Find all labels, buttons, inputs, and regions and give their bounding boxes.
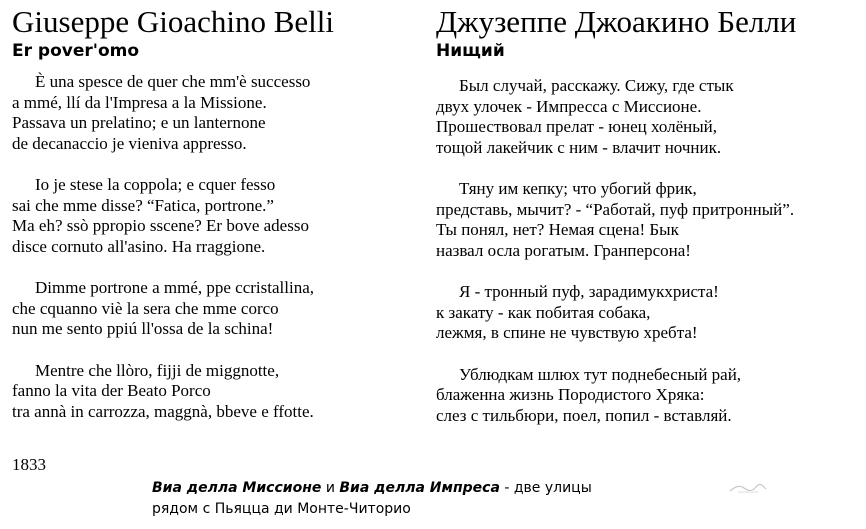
poem-line: disce cornuto all'asino. Ha rraggione. xyxy=(12,236,266,256)
poem-line: назвал осла рогатым. Гранперсона! xyxy=(436,240,691,260)
poem-line: Dimme portrone a mmé, ppe ccristallina, xyxy=(35,278,314,297)
italian-column xyxy=(12,0,422,443)
poem-line: тощой лакейчик с ним - влачит ночник. xyxy=(436,137,722,157)
footnote-text-line-2: рядом с Пьяцца ди Монте-Читорио xyxy=(152,501,411,517)
poem-line: Passava un prelatino; e un lanternone xyxy=(12,113,266,132)
footnote-conjunction: и xyxy=(321,480,340,496)
footnote xyxy=(152,478,612,520)
poem-line: a mmé, llí da l'Impresa a la Missione. xyxy=(12,92,267,112)
poem-line: fanno la vita der Beato Porco xyxy=(12,381,211,400)
stanza xyxy=(12,72,422,154)
poem-line: sai che mme disse? “Fatica, portrone.” xyxy=(12,195,274,215)
poem-line: Я - тронный пуф, зарадимукхриста! xyxy=(459,282,719,301)
poem-line: двух улочек - Импресса с Миссионе. xyxy=(436,96,702,116)
poem-line: Тяну им кепку; что убогий фрик, xyxy=(459,179,697,198)
poem-line: представь, мычит? - “Работай, пуф притронный”. xyxy=(436,199,795,219)
signature-mark xyxy=(728,480,768,496)
poem-line: блаженна жизнь Породистого Хряка: xyxy=(436,385,705,404)
poem-year: 1833 xyxy=(12,455,46,474)
stanza xyxy=(436,365,861,427)
poem-line: лежмя, в спине не чувствую хребта! xyxy=(436,323,698,342)
stanza xyxy=(12,361,422,423)
stanza xyxy=(436,76,861,158)
footnote-street-1: Виа делла Миссионе xyxy=(152,480,322,496)
italian-poem xyxy=(12,72,422,422)
poem-line: к закату - как побитая собака, xyxy=(436,302,651,322)
poem-line: de decanaccio je vieniva appresso. xyxy=(12,133,247,153)
russian-column xyxy=(436,0,861,447)
poem-line: Прошествовал прелат - юнец холёный, xyxy=(436,117,717,136)
poem-line: È una spesce de quer che mm'è successo xyxy=(35,72,311,91)
poem-line: nun me sento ppiú ll'ossa de la schina! xyxy=(12,319,274,338)
russian-poem xyxy=(436,76,861,426)
italian-poem-title: Er pover'omo xyxy=(12,41,140,61)
poem-line: слез с тильбюри, поел, попил - вставляй. xyxy=(436,405,732,425)
poem-line: Был случай, расскажу. Сижу, где стык xyxy=(459,76,734,95)
footnote-street-2: Виа делла Импреса xyxy=(339,480,500,496)
stanza xyxy=(436,179,861,261)
footnote-text: - две улицы xyxy=(499,480,592,496)
poem-line: Io je stese la coppola; e cquer fesso xyxy=(35,175,276,194)
poem-line: Ma eh? ssò ppropio sscene? Er bove adesso xyxy=(12,216,309,235)
russian-poem-title: Нищий xyxy=(436,41,505,61)
poem-line: Ублюдкам шлюх тут поднебесный рай, xyxy=(459,364,742,384)
stanza xyxy=(436,282,861,344)
poem-line: Mentre che llòro, fijji de miggnotte, xyxy=(35,360,280,380)
poem-line: che cquanno viè la sera che mme corco xyxy=(12,298,279,318)
italian-title: Giuseppe Gioachino Belli xyxy=(12,4,334,39)
russian-title: Джузеппе Джоакино Белли xyxy=(436,4,797,39)
stanza xyxy=(12,278,422,340)
poem-line: tra annà in carrozza, maggnà, bbeve e ffotte. xyxy=(12,401,314,421)
stanza xyxy=(12,175,422,257)
poem-line: Ты понял, нет? Немая сцена! Бык xyxy=(436,220,679,239)
